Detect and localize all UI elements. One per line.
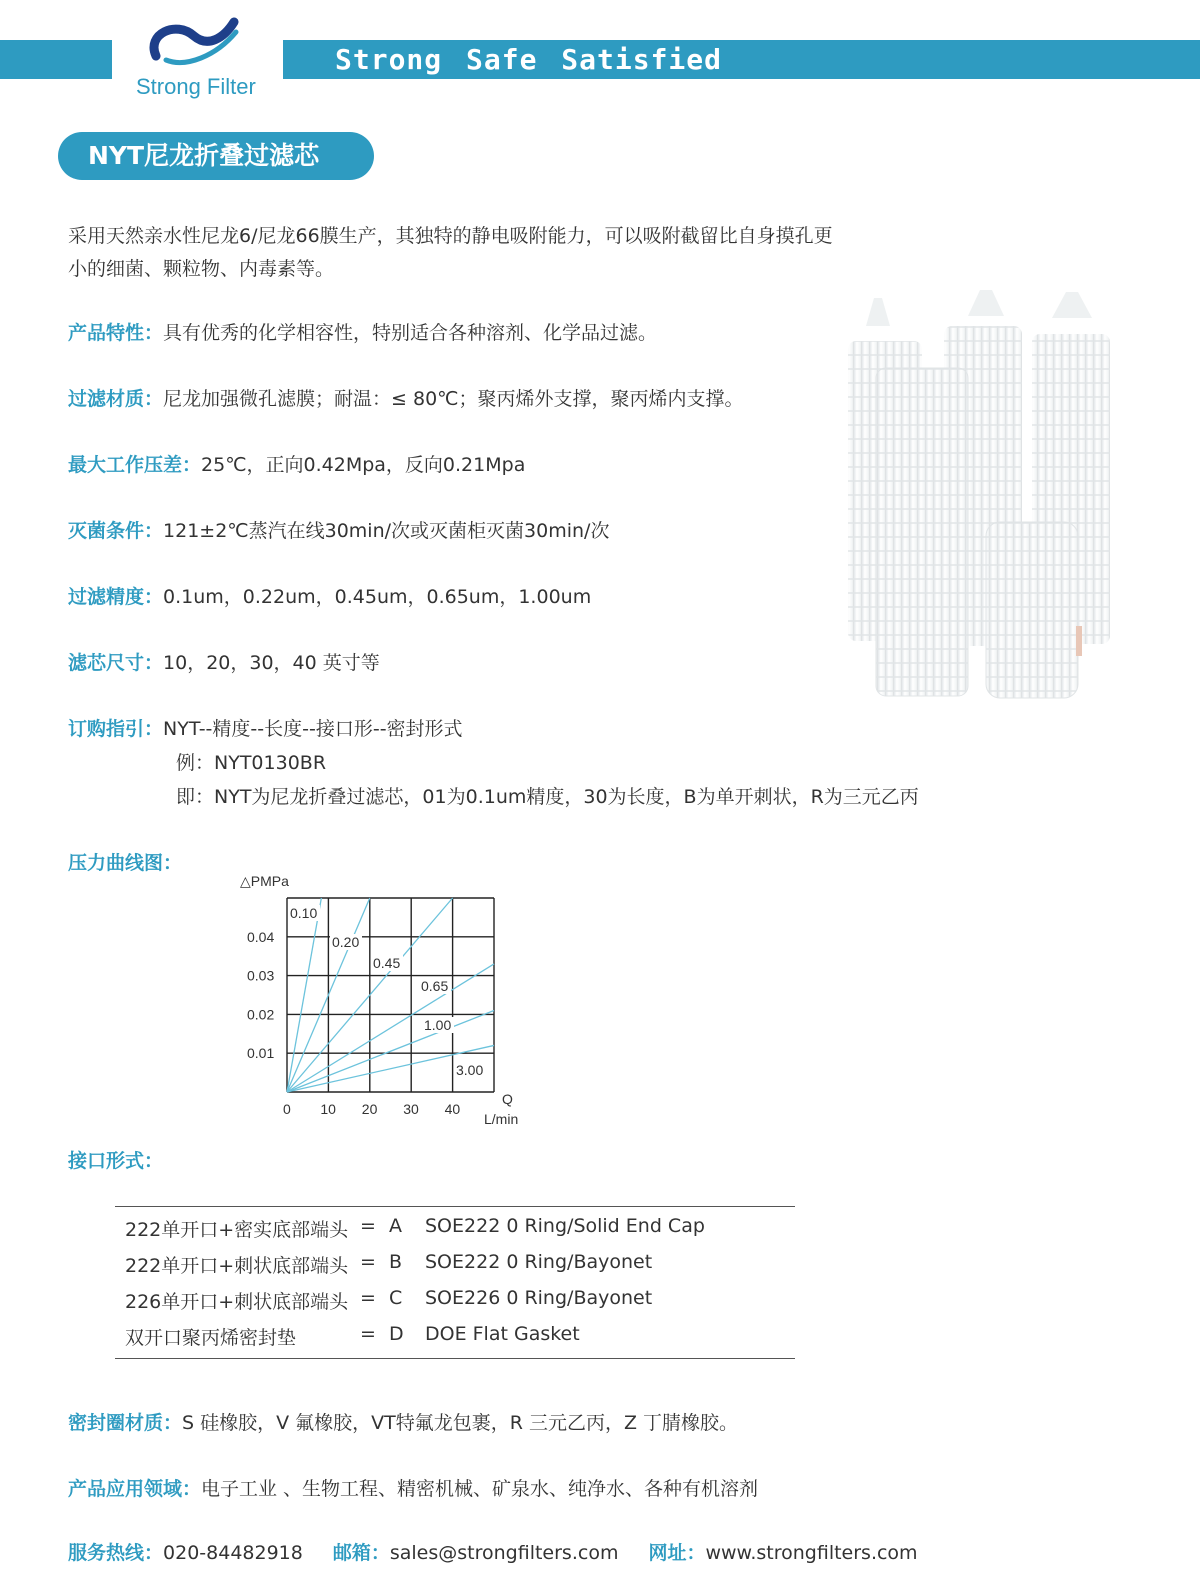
intro-paragraph: 采用天然亲水性尼龙6/尼龙66膜生产，其独特的静电吸附能力，可以吸附截留比自身摸孔更小的细菌、颗粒物、内毒素等。 bbox=[68, 225, 833, 280]
gasket bbox=[1076, 626, 1082, 656]
y-tick-label: 0.01 bbox=[247, 1045, 275, 1062]
spec-row bbox=[68, 516, 609, 543]
cartridge-tip bbox=[968, 290, 1004, 316]
spec-value: 具有优秀的化学相容性，特别适合各种溶剂、化学品过滤。 bbox=[163, 322, 658, 344]
logo-text: Strong Filter bbox=[136, 74, 256, 99]
spec-value: 25℃，正向0.42Mpa，反向0.21Mpa bbox=[201, 454, 526, 476]
spec-row bbox=[68, 582, 591, 609]
pressure-curve-chart bbox=[230, 866, 540, 1136]
series-line bbox=[287, 898, 321, 1092]
x-tick-label: 0 bbox=[283, 1101, 291, 1117]
interface-code: A bbox=[389, 1215, 402, 1237]
pressure-chart-title: 压力曲线图： bbox=[68, 852, 183, 874]
series-label: 0.10 bbox=[290, 905, 318, 921]
spec-label: 过滤材质： bbox=[68, 388, 164, 410]
series-label: 3.00 bbox=[456, 1062, 484, 1078]
brand-logo bbox=[122, 16, 272, 99]
interface-eq: = bbox=[360, 1323, 376, 1345]
application-value: 电子工业 、生物工程、精密机械、矿泉水、纯净水、各种有机溶剂 bbox=[201, 1478, 759, 1500]
application-row bbox=[68, 1474, 758, 1501]
application-label: 产品应用领域： bbox=[68, 1478, 202, 1500]
website-label: 网址： bbox=[648, 1542, 706, 1564]
series-label: 0.65 bbox=[421, 978, 449, 994]
interface-en: SOE222 0 Ring/Bayonet bbox=[425, 1251, 653, 1273]
x-tick-label: 30 bbox=[403, 1101, 419, 1117]
interface-eq: = bbox=[360, 1287, 376, 1309]
email-label: 邮箱： bbox=[332, 1542, 390, 1564]
interface-code: D bbox=[389, 1323, 404, 1345]
x-tick-label: 40 bbox=[444, 1101, 461, 1117]
seal-material-row bbox=[68, 1408, 738, 1435]
y-tick-label: 0.03 bbox=[247, 967, 275, 984]
cartridge bbox=[986, 522, 1078, 698]
interface-code: C bbox=[389, 1287, 403, 1309]
interface-eq: = bbox=[360, 1215, 376, 1237]
interface-title: 接口形式： bbox=[68, 1150, 164, 1172]
seal-label: 密封圈材质： bbox=[68, 1412, 183, 1434]
spec-value: 尼龙加强微孔滤膜；耐温：≤ 80℃；聚丙烯外支撑，聚丙烯内支撑。 bbox=[163, 388, 744, 410]
spec-row bbox=[68, 318, 657, 345]
x-tick-label: 10 bbox=[320, 1101, 336, 1117]
spec-row bbox=[68, 450, 525, 477]
spec-label: 产品特性： bbox=[68, 322, 164, 344]
cartridge-tip bbox=[866, 298, 890, 326]
seal-value: S 硅橡胶，V 氟橡胶，VT特氟龙包裹，R 三元乙丙，Z 丁腈橡胶。 bbox=[182, 1412, 739, 1434]
hotline-number[interactable]: 020-84482918 bbox=[163, 1542, 303, 1564]
y-axis-label: △PMPa bbox=[240, 873, 289, 889]
slogan: Strong Safe Satisfied bbox=[335, 43, 723, 76]
interface-cn: 226单开口+刺状底部端头 bbox=[125, 1291, 349, 1313]
interface-cn: 222单开口+刺状底部端头 bbox=[125, 1255, 349, 1277]
spec-label: 滤芯尺寸： bbox=[68, 652, 164, 674]
y-tick-label: 0.04 bbox=[247, 928, 275, 945]
cartridge bbox=[876, 368, 968, 696]
cartridge-tip bbox=[1052, 292, 1092, 318]
website-link[interactable]: www.strongfilters.com bbox=[705, 1542, 918, 1564]
spec-row bbox=[68, 648, 380, 675]
interface-cn: 双开口聚丙烯密封垫 bbox=[125, 1327, 297, 1349]
page-title: NYT尼龙折叠过滤芯 bbox=[58, 132, 374, 180]
spec-value: 10，20，30，40 英寸等 bbox=[163, 652, 380, 674]
interface-eq: = bbox=[360, 1251, 376, 1273]
series-label: 0.20 bbox=[332, 934, 360, 950]
interface-en: SOE226 0 Ring/Bayonet bbox=[425, 1287, 653, 1309]
interface-table bbox=[115, 1206, 795, 1359]
interface-en: SOE222 0 Ring/Solid End Cap bbox=[425, 1215, 705, 1237]
spec-row bbox=[68, 384, 744, 411]
order-example: 例：NYT0130BR bbox=[176, 752, 327, 774]
interface-cn: 222单开口+密实底部端头 bbox=[125, 1219, 349, 1241]
spec-label: 过滤精度： bbox=[68, 586, 164, 608]
spec-value: 0.1um，0.22um，0.45um，0.65um，1.00um bbox=[163, 586, 592, 608]
hotline-label: 服务热线： bbox=[68, 1542, 164, 1564]
x-axis-unit: L/min bbox=[484, 1111, 519, 1127]
filter-cartridges-image bbox=[838, 286, 1114, 704]
spec-row bbox=[68, 714, 463, 741]
series-line bbox=[287, 1011, 494, 1092]
spec-value: NYT--精度--长度--接口形--密封形式 bbox=[163, 718, 463, 740]
interface-code: B bbox=[389, 1251, 403, 1273]
y-tick-label: 0.02 bbox=[247, 1006, 275, 1023]
header-bar-left bbox=[0, 40, 112, 79]
x-tick-label: 20 bbox=[361, 1101, 378, 1117]
order-explanation: 即：NYT为尼龙折叠过滤芯，01为0.1um精度，30为长度，B为单开刺状，R为三元乙丙 bbox=[176, 786, 919, 808]
interface-en: DOE Flat Gasket bbox=[425, 1323, 580, 1345]
series-label: 1.00 bbox=[424, 1017, 452, 1033]
email-link[interactable]: sales@strongfilters.com bbox=[389, 1542, 619, 1564]
spec-label: 灭菌条件： bbox=[68, 520, 164, 542]
swoosh-logo-icon bbox=[146, 16, 242, 66]
contact-footer bbox=[68, 1538, 918, 1565]
spec-value: 121±2℃蒸汽在线30min/次或灭菌柜灭菌30min/次 bbox=[163, 520, 610, 542]
spec-label: 最大工作压差： bbox=[68, 454, 202, 476]
x-axis-label: Q bbox=[502, 1091, 513, 1107]
series-label: 0.45 bbox=[373, 955, 401, 971]
spec-label: 订购指引： bbox=[68, 718, 164, 740]
